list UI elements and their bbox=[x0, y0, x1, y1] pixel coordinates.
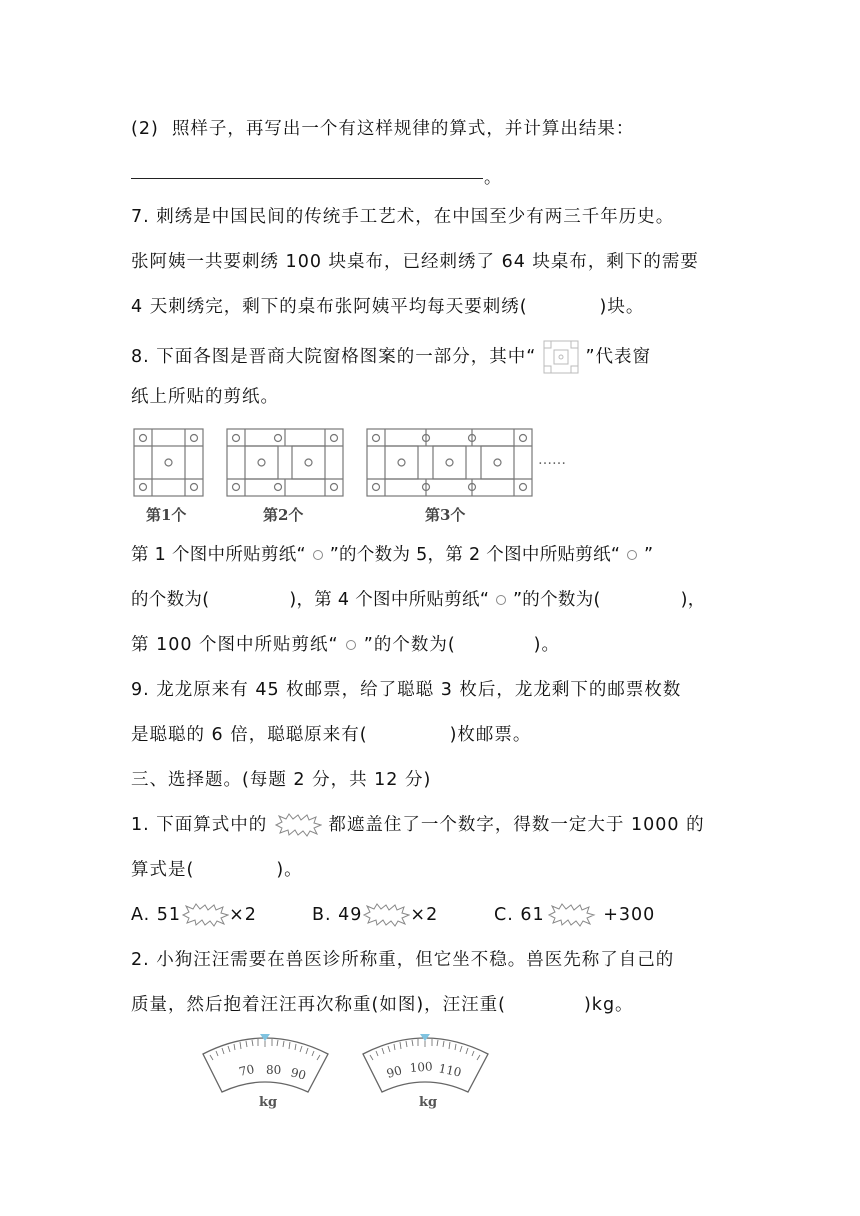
pattern-figure-1 bbox=[134, 429, 203, 496]
option-c-prefix: C. 61 bbox=[494, 905, 545, 925]
pattern-ellipsis: …… bbox=[538, 452, 566, 468]
q7-line3-text: 4 天刺绣完，剩下的桌布张阿姨平均每天要刺绣( bbox=[131, 297, 528, 317]
star-burst-cover-icon bbox=[181, 903, 229, 927]
scale2-tick-90: 90 bbox=[384, 1063, 404, 1081]
c1-line1-text: 1. 下面算式中的 bbox=[131, 815, 268, 835]
c2-line2 bbox=[131, 993, 634, 1017]
q7-line3-end: )块。 bbox=[599, 297, 645, 317]
option-b-suffix: ×2 bbox=[410, 905, 439, 925]
c1-line2-end: )。 bbox=[276, 860, 303, 880]
q7-line3 bbox=[131, 295, 644, 319]
q7-line2: 张阿姨一共要刺绣 100 块桌布，已经刺绣了 64 块桌布，剩下的需要 bbox=[131, 252, 699, 272]
q6-part2-line bbox=[131, 117, 634, 141]
c1-line1-end: 都遮盖住了一个数字，得数一定大于 1000 的 bbox=[328, 815, 705, 835]
q8-line2: 纸上所贴的剪纸。 bbox=[131, 387, 279, 407]
circle-paper-icon bbox=[626, 549, 638, 561]
q8-line4-mid2: ”的个数为( bbox=[512, 590, 601, 610]
q8-line4 bbox=[131, 588, 706, 612]
scale1-tick-90: 90 bbox=[289, 1065, 308, 1083]
c1-line2-text: 算式是( bbox=[131, 860, 195, 880]
c1-option-a[interactable] bbox=[131, 903, 257, 927]
q8-line1-text: 8. 下面各图是晋商大院窗格图案的一部分，其中“ bbox=[131, 347, 537, 367]
caption-figure-1: 第1个 bbox=[146, 506, 187, 524]
window-pattern-figures bbox=[133, 428, 573, 500]
q8-line1-end: ”代表窗 bbox=[585, 347, 652, 367]
q9-line2 bbox=[131, 723, 531, 747]
scale1-tick-80: 80 bbox=[266, 1063, 282, 1077]
q8-line3-mid: ”的个数为 5，第 2 个图中所贴剪纸“ bbox=[329, 545, 621, 565]
answer-underline[interactable] bbox=[131, 178, 483, 179]
q8-line1 bbox=[131, 340, 651, 374]
scale2-unit: kg bbox=[419, 1095, 438, 1110]
q8-line4-mid: )，第 4 个图中所贴剪纸“ bbox=[289, 590, 490, 610]
section-title: 三、选择题。(每题 2 分，共 12 分) bbox=[131, 770, 432, 790]
c2-line1: 2. 小狗汪汪需要在兽医诊所称重，但它坐不稳。兽医先称了自己的 bbox=[131, 950, 675, 970]
c2-line2-end: )kg。 bbox=[583, 995, 634, 1015]
q8-line3-end: ” bbox=[644, 545, 654, 565]
c1-line1 bbox=[131, 813, 705, 837]
caption-figure-3: 第3个 bbox=[425, 506, 466, 524]
pattern-figure-2 bbox=[227, 429, 343, 496]
pattern-figure-3 bbox=[367, 429, 532, 496]
c1-line2 bbox=[131, 858, 303, 882]
q9-line2-text: 是聪聪的 6 倍，聪聪原来有( bbox=[131, 725, 368, 745]
scale2-tick-110: 110 bbox=[437, 1061, 463, 1080]
q8-line3-text: 第 1 个图中所贴剪纸“ bbox=[131, 545, 306, 565]
option-a-prefix: A. 51 bbox=[131, 905, 182, 925]
star-burst-cover-icon bbox=[362, 903, 410, 927]
circle-paper-icon bbox=[345, 639, 357, 651]
q8-line5-text: 第 100 个图中所贴剪纸“ bbox=[131, 635, 339, 655]
scale1-unit: kg bbox=[259, 1095, 278, 1110]
q8-line4-text: 的个数为( bbox=[131, 590, 210, 610]
star-burst-cover-icon bbox=[274, 813, 322, 837]
q8-line3 bbox=[131, 543, 653, 567]
q8-line4-end: )， bbox=[680, 590, 706, 610]
q9-line1: 9. 龙龙原来有 45 枚邮票，给了聪聪 3 枚后，龙龙剩下的邮票枚数 bbox=[131, 680, 682, 700]
scale-figures bbox=[198, 1030, 498, 1110]
q6-part2-text: 照样子，再写出一个有这样规律的算式，并计算出结果： bbox=[171, 119, 635, 139]
window-paper-icon bbox=[543, 340, 579, 374]
option-a-suffix: ×2 bbox=[229, 905, 257, 925]
option-c-suffix: +300 bbox=[603, 905, 656, 925]
q7-line1: 7. 刺绣是中国民间的传统手工艺术，在中国至少有两三千年历史。 bbox=[131, 207, 675, 227]
c1-option-b[interactable] bbox=[312, 903, 438, 927]
q8-line5-mid: ”的个数为( bbox=[363, 635, 456, 655]
caption-figure-2: 第2个 bbox=[263, 506, 304, 524]
scale1-tick-70: 70 bbox=[237, 1062, 256, 1079]
q8-line5 bbox=[131, 633, 560, 657]
q9-line2-end: )枚邮票。 bbox=[449, 725, 532, 745]
circle-paper-icon bbox=[312, 549, 324, 561]
star-burst-cover-icon bbox=[545, 903, 597, 927]
end-mark: 。 bbox=[484, 168, 501, 188]
c1-option-c[interactable] bbox=[494, 903, 655, 927]
scale2-tick-100: 100 bbox=[409, 1059, 434, 1075]
circle-paper-icon bbox=[495, 594, 507, 606]
c2-line2-text: 质量，然后抱着汪汪再次称重(如图)，汪汪重( bbox=[131, 995, 506, 1015]
q6-part2-prefix: (2) bbox=[131, 119, 159, 139]
option-b-prefix: B. 49 bbox=[312, 905, 363, 925]
q8-line5-end: )。 bbox=[533, 635, 560, 655]
